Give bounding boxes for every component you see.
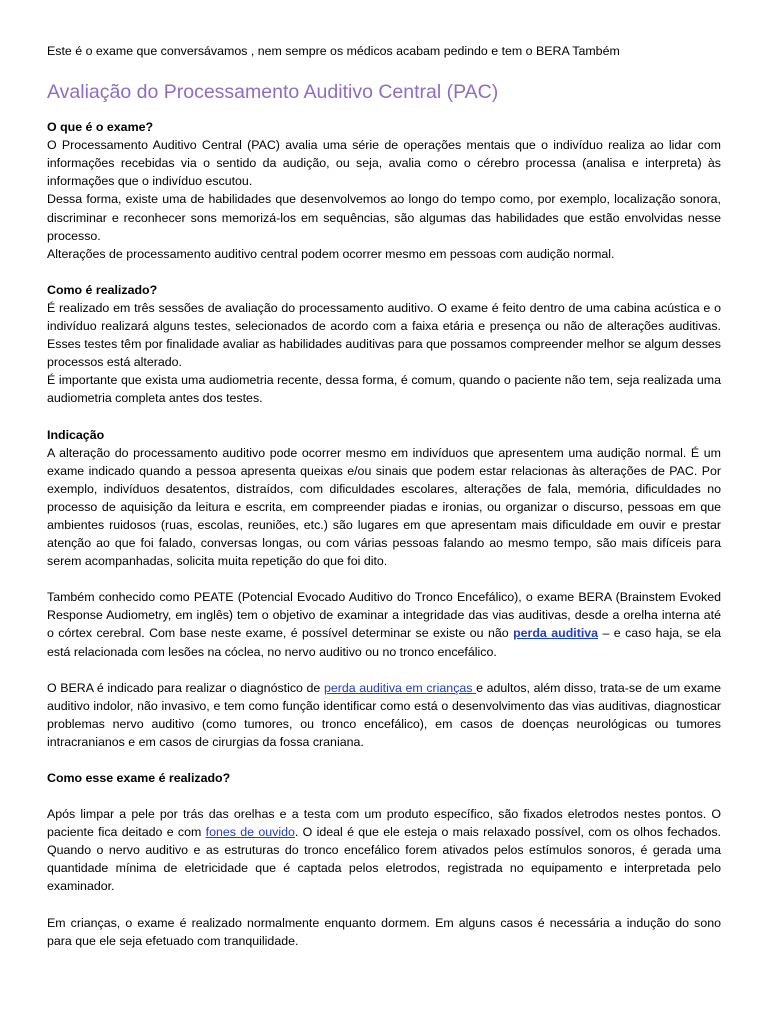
- spacer: [47, 263, 721, 281]
- section-heading-procedure: Como esse exame é realizado?: [47, 771, 231, 785]
- spacer: [47, 661, 721, 679]
- bera-2-text-after: e adultos, além disso, trata-se de um exame auditivo indolor, não invasivo, e tem como função identificar como está o desenvolvimento das vias auditivas, diagnosticar problemas nervo auditivo (como tumores, ou tronco encefálico), em casos de doenças neurológicas ou tumores intracranianos e em casos de cirurgias da fossa craniana.: [47, 680, 721, 749]
- spacer: [47, 896, 721, 914]
- paragraph-procedure-1: [47, 805, 721, 895]
- paragraph-what-3: Alterações de processamento auditivo central podem ocorrer mesmo em pessoas com audição normal.: [47, 246, 615, 261]
- paragraph-indication: A alteração do processamento auditivo pode ocorrer mesmo em indivíduos que apresentem uma audição normal. É um exame indicado quando a pessoa apresenta queixas e/ou sinais que podem estar relacionas às alterações de PAC. Por exemplo, indivíduos desatentos, distraídos, com dificuldades escolares, alterações de fala, memória, dificuldades no processo de aquisição da leitura e escrita, em compreender piadas e ironias, ou organizar o discurso, pessoas em que ambientes ruidosos (ruas, escolas, reuniões, etc.) são lugares em que apresentam mais dificuldade em ouvir e prestar atenção ao que foi falado, conversas longas, ou com várias pessoas falando ao mesmo tempo, são mais difíceis para serem acompanhadas, solicita muita repetição do que foi dito.: [47, 445, 721, 569]
- section-heading-how: Como é realizado?: [47, 282, 158, 297]
- document-title: Avaliação do Processamento Auditivo Central (PAC): [47, 81, 499, 104]
- paragraph-what-2: Dessa forma, existe uma de habilidades que desenvolvemos ao longo do tempo como, por exemplo, localização sonora, discriminar e reconhecer sons memorizá-los em sequências, são algumas das habilidades que estão envolvidas nesse processo.: [47, 192, 721, 243]
- spacer: [47, 408, 721, 426]
- paragraph-what-1: O Processamento Auditivo Central (PAC) avalia uma série de operações mentais que o indivíduo realiza ao lidar com informações recebidas via o sentido da audição, ou seja, avalia como o cérebro processa (analisa e interpreta) às informações que o indivíduo escutou.: [47, 138, 721, 189]
- paragraph-how-2: É importante que exista uma audiometria recente, dessa forma, é comum, quando o paciente não tem, seja realizada uma audiometria completa antes dos testes.: [47, 373, 721, 406]
- bera-2-text-before: O BERA é indicado para realizar o diagnóstico de: [47, 680, 324, 695]
- intro-text: Este é o exame que conversávamos , nem sempre os médicos acabam pedindo e tem o BERA Também: [47, 44, 620, 58]
- paragraph-bera-1: [47, 588, 721, 660]
- paragraph-how-1: É realizado em três sessões de avaliação do processamento auditivo. O exame é feito dentro de uma cabina acústica e o indivíduo realizará alguns testes, selecionados de acordo com a faixa etária e presença ou não de alterações auditivas. Esses testes têm por finalidade avaliar as habilidades auditivas para que possamos compreender melhor se algum desses processos está alterado.: [47, 300, 721, 370]
- spacer: [47, 787, 721, 805]
- section-heading-indication: Indicação: [47, 427, 105, 442]
- link-perda-auditiva-criancas[interactable]: perda auditiva em crianças: [323, 680, 477, 695]
- spacer: [47, 751, 721, 769]
- link-perda-auditiva[interactable]: perda auditiva: [513, 626, 599, 641]
- paragraph-procedure-2: Em crianças, o exame é realizado normalmente enquanto dormem. Em alguns casos é necessária a indução do sono para que ele seja efetuado com tranquilidade.: [47, 915, 721, 948]
- bera-1-text-after: – e caso haja, se ela está relacionada com lesões na cóclea, no nervo auditivo ou no tronco encefálico.: [47, 626, 721, 659]
- paragraph-bera-2: [47, 679, 721, 751]
- procedure-text-after: . O ideal é que ele esteja o mais relaxado possível, com os olhos fechados. Quando o nervo auditivo e as estruturas do tronco encefálico forem ativados pelos estímulos sonoros, é gerada uma quantidade mínima de eletricidade que é captada pelos eletrodos, registrada no equipamento e interpretada pelo examinador.: [47, 825, 721, 894]
- bera-1-text-before: Também conhecido como PEATE (Potencial Evocado Auditivo do Tronco Encefálico), o exame BERA (Brainstem Evoked Response Audiometry, em inglês) tem o objetivo de examinar a integridade das vias auditivas, desde a orelha interna até o córtex cerebral. Com base neste exame, é possível determinar se existe ou não: [47, 590, 721, 641]
- section-heading-what: O que é o exame?: [47, 120, 154, 135]
- spacer: [47, 570, 721, 588]
- procedure-text-before: Após limpar a pele por trás das orelhas e a testa com um produto específico, são fixados eletrodos nestes pontos. O paciente fica deitado e com: [47, 807, 721, 840]
- link-fones-de-ouvido[interactable]: fones de ouvido: [205, 825, 295, 840]
